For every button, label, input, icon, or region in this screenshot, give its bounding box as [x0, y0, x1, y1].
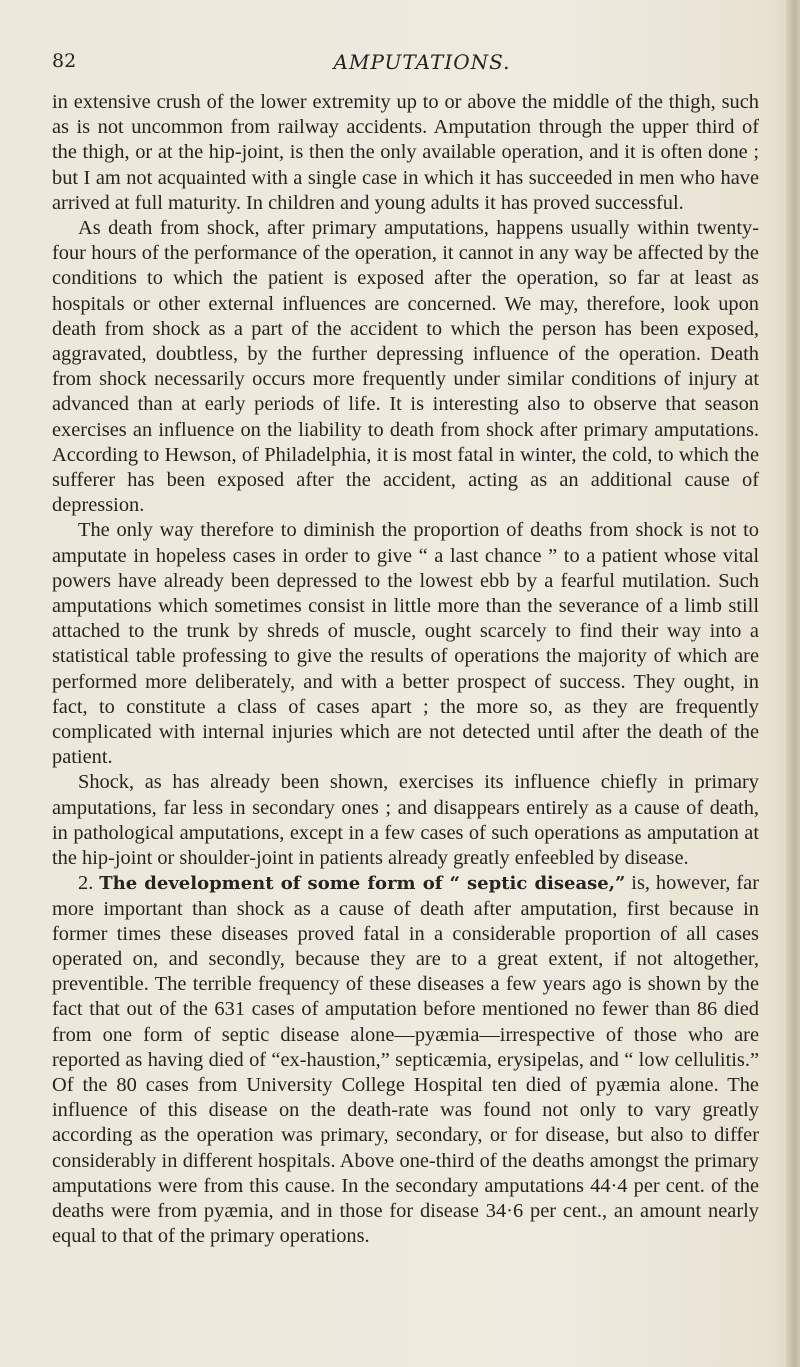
- paragraph-2: As death from shock, after primary amputations, happens usually within twenty-four hours of the performance of the operation, it cannot in any way be affected by the conditions to which the patient is exposed after the operation, so far at least as hospitals or other external influences are concerned. We may, therefore, look upon death from shock as a part of the accident to which the person has been exposed, aggravated, doubtless, by the further depressing influence of the operation. Death from shock necessarily occurs more frequently under similar conditions of injury at advanced than at early periods of life. It is interesting also to observe that season exercises an influence on the liability to death from shock after primary amputations. According to Hewson, of Philadelphia, it is most fatal in winter, the cold, to which the sufferer has been exposed after the accident, acting as an additional cause of depression.: [52, 217, 759, 517]
- paragraph-5-text: is, however, far more important than shock as a cause of death after amputation, first because in former times these diseases proved fatal in a considerable proportion of all cases operated on, and secondly, because they are to a great extent, if not altogether, preventible. The terrible frequency of these diseases a few years ago is shown by the fact that out of the 631 cases of amputation before mentioned no fewer than 86 died from one form of septic disease alone—pyæmia—irrespective of those who are reported as having died of “ex-haustion,” septicæmia, erysipelas, and “ low cellulitis.” Of the 80 cases from University College Hospital ten died of pyæmia alone. The influence of this disease on the death-rate was found not only to vary greatly according as the operation was primary, secondary, or for disease, but also to differ considerably in different hospitals. Above one-third of the deaths amongst the primary amputations were from this cause. In the secondary amputations 44·4 per cent. of the deaths were from pyæmia, and in those for disease 34·6 per cent., an amount nearly equal to that of the primary operations.: [52, 872, 759, 1248]
- paragraph-3: The only way therefore to diminish the proportion of deaths from shock is not to amputate in hopeless cases in order to give “ a last chance ” to a patient whose vital powers have already been depressed to the lowest ebb by a fearful mutilation. Such amputations which sometimes consist in little more than the severance of a limb still attached to the trunk by shreds of muscle, ought scarcely to find their way into a statistical table professing to give the results of operations the majority of which are performed more deliberately, and with a better prospect of success. They ought, in fact, to constitute a class of cases apart ; the more so, as they are frequently complicated with internal injuries which are not detected until after the death of the patient.: [52, 519, 759, 769]
- page-edge-shadow: [786, 0, 800, 1367]
- paragraph-4: Shock, as has already been shown, exercises its influence chiefly in primary amputations, far less in secondary ones ; and disappears entirely as a cause of death, in pathological amputations, except in a few cases of such operations as amputation at the hip-joint or shoulder-joint in patients already greatly enfeebled by disease.: [52, 771, 759, 870]
- paragraph-1: in extensive crush of the lower extremity up to or above the middle of the thigh, such as is not uncommon from railway accidents. Amputation through the upper third of the thigh, or at the hip-joint, is then the only available operation, and it is often done ; but I am not acquainted with a single case in which it has succeeded in men who have arrived at full maturity. In children and young adults it has proved successful.: [52, 91, 759, 214]
- section-number: 2.: [78, 872, 94, 895]
- running-title: AMPUTATIONS.: [333, 50, 511, 74]
- paragraph-5: [52, 871, 759, 1249]
- page-header: [52, 50, 752, 80]
- body-text: [52, 90, 759, 1249]
- page-number: 82: [52, 50, 77, 72]
- section-heading: The development of some form of “ septic disease,”: [99, 873, 626, 895]
